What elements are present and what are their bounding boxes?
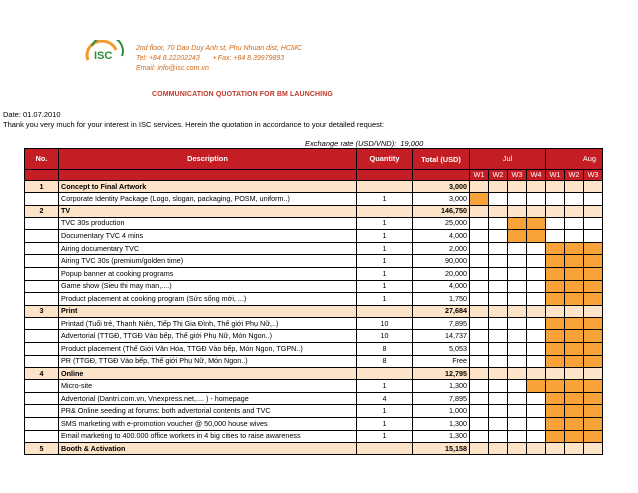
schedule-cell	[584, 368, 603, 380]
row-number	[25, 405, 59, 418]
week-spacer	[357, 170, 413, 181]
row-total: 20,000	[413, 267, 470, 280]
schedule-cell-active	[584, 255, 603, 268]
row-number: 4	[25, 368, 59, 380]
schedule-cell	[584, 193, 603, 206]
row-quantity: 4	[357, 392, 413, 405]
schedule-cell	[489, 380, 508, 393]
schedule-cell	[546, 193, 565, 206]
schedule-cell	[565, 443, 584, 455]
table-row	[25, 317, 603, 330]
schedule-cell	[527, 430, 546, 443]
row-number: 3	[25, 305, 59, 317]
schedule-cell	[489, 305, 508, 317]
col-total: Total (USD)	[413, 149, 470, 170]
row-number	[25, 193, 59, 206]
row-description: Airing TVC 30s (premium/golden time)	[59, 255, 357, 268]
row-total: 1,300	[413, 430, 470, 443]
row-description: Advertorial (Dantri.com.vn, Vnexpress.net,.... ) - homepage	[59, 392, 357, 405]
row-total: 5,053	[413, 342, 470, 355]
row-description: PR& Online seeding at forums: both advertorial contents and TVC	[59, 405, 357, 418]
schedule-cell	[470, 267, 489, 280]
schedule-cell-active	[565, 255, 584, 268]
schedule-cell	[546, 230, 565, 243]
schedule-cell	[565, 305, 584, 317]
week-label: W2	[489, 170, 508, 181]
row-description: Airing documentary TVC	[59, 242, 357, 255]
schedule-cell-active	[546, 430, 565, 443]
schedule-cell	[489, 342, 508, 355]
row-quantity: 1	[357, 242, 413, 255]
week-label: W4	[527, 170, 546, 181]
row-total: 15,158	[413, 443, 470, 455]
col-no: No.	[25, 149, 59, 170]
week-spacer	[59, 170, 357, 181]
schedule-cell	[565, 230, 584, 243]
category-row	[25, 181, 603, 193]
row-number	[25, 317, 59, 330]
row-quantity: 1	[357, 255, 413, 268]
row-description: TVC 30s production	[59, 217, 357, 230]
row-description: SMS marketing with e-promotion voucher @ 50,000 house wives	[59, 417, 357, 430]
schedule-cell	[470, 405, 489, 418]
document-intro: Thank you very much for your interest in ISC services. Herein the quotation in accordance to your detailed request:	[3, 120, 385, 129]
schedule-cell	[489, 405, 508, 418]
schedule-cell-active	[527, 230, 546, 243]
row-description: Printad (Tuổi trẻ, Thanh Niên, Tiếp Thị Gia Đình, Thế giới Phụ Nữ,..)	[59, 317, 357, 330]
schedule-cell	[527, 355, 546, 368]
row-quantity: 1	[357, 267, 413, 280]
schedule-cell-active	[584, 267, 603, 280]
week-label: W1	[470, 170, 489, 181]
row-description: Print	[59, 305, 357, 317]
schedule-cell	[584, 217, 603, 230]
schedule-cell-active	[546, 267, 565, 280]
schedule-cell	[508, 280, 527, 293]
schedule-cell-active	[546, 392, 565, 405]
schedule-cell-active	[546, 380, 565, 393]
schedule-cell	[527, 205, 546, 217]
schedule-cell-active	[546, 280, 565, 293]
schedule-cell	[527, 181, 546, 193]
schedule-cell	[584, 443, 603, 455]
schedule-cell	[508, 305, 527, 317]
schedule-cell	[470, 280, 489, 293]
schedule-cell	[508, 181, 527, 193]
schedule-cell	[489, 330, 508, 343]
col-description: Description	[59, 149, 357, 170]
category-row	[25, 305, 603, 317]
schedule-cell	[508, 205, 527, 217]
schedule-cell	[508, 255, 527, 268]
schedule-cell	[489, 217, 508, 230]
table-row	[25, 217, 603, 230]
schedule-cell	[527, 443, 546, 455]
schedule-cell	[489, 255, 508, 268]
table-row	[25, 242, 603, 255]
schedule-cell	[489, 205, 508, 217]
schedule-cell-active	[527, 380, 546, 393]
schedule-cell-active	[584, 317, 603, 330]
table-row	[25, 230, 603, 243]
row-number	[25, 217, 59, 230]
schedule-cell-active	[584, 405, 603, 418]
schedule-cell	[508, 417, 527, 430]
schedule-cell	[470, 293, 489, 306]
schedule-cell	[565, 217, 584, 230]
schedule-cell	[565, 205, 584, 217]
schedule-cell	[489, 230, 508, 243]
schedule-cell-active	[584, 392, 603, 405]
schedule-cell	[527, 242, 546, 255]
category-row	[25, 205, 603, 217]
schedule-cell	[584, 305, 603, 317]
schedule-cell	[527, 293, 546, 306]
schedule-cell-active	[565, 392, 584, 405]
logo-text: ISC	[94, 50, 113, 62]
schedule-cell	[527, 368, 546, 380]
schedule-cell	[508, 355, 527, 368]
schedule-cell-active	[565, 317, 584, 330]
schedule-cell	[508, 267, 527, 280]
schedule-cell	[489, 181, 508, 193]
schedule-cell-active	[508, 217, 527, 230]
schedule-cell	[470, 317, 489, 330]
row-description: Product placement (Thế Giới Văn Hóa, TTGĐ Vào bếp, Món Ngon, TGPN..)	[59, 342, 357, 355]
row-total: Free	[413, 355, 470, 368]
row-quantity	[357, 305, 413, 317]
exchange-rate	[305, 139, 427, 148]
row-quantity	[357, 368, 413, 380]
schedule-cell	[470, 430, 489, 443]
schedule-cell	[489, 280, 508, 293]
table-row	[25, 417, 603, 430]
row-quantity	[357, 443, 413, 455]
row-quantity: 1	[357, 217, 413, 230]
row-total: 1,750	[413, 293, 470, 306]
row-number	[25, 417, 59, 430]
row-description: Corporate Identity Package (Logo, slogan, packaging, POSM, uniform..)	[59, 193, 357, 206]
schedule-cell	[470, 368, 489, 380]
schedule-cell-active	[565, 280, 584, 293]
row-total: 7,895	[413, 392, 470, 405]
schedule-cell	[489, 355, 508, 368]
schedule-cell-active	[565, 405, 584, 418]
row-quantity: 8	[357, 355, 413, 368]
row-quantity: 1	[357, 193, 413, 206]
row-total: 3,000	[413, 193, 470, 206]
schedule-cell	[584, 205, 603, 217]
schedule-cell-active	[565, 355, 584, 368]
schedule-cell-active	[527, 217, 546, 230]
schedule-cell	[489, 430, 508, 443]
row-quantity: 8	[357, 342, 413, 355]
schedule-cell	[470, 380, 489, 393]
week-label: W3	[584, 170, 603, 181]
schedule-cell	[508, 242, 527, 255]
schedule-cell	[508, 368, 527, 380]
table-body	[25, 181, 603, 455]
row-quantity: 1	[357, 430, 413, 443]
row-quantity: 1	[357, 417, 413, 430]
row-total: 1,300	[413, 380, 470, 393]
row-quantity: 1	[357, 380, 413, 393]
row-number	[25, 430, 59, 443]
week-spacer	[413, 170, 470, 181]
schedule-cell	[508, 380, 527, 393]
row-quantity	[357, 181, 413, 193]
table-week-row	[25, 170, 603, 181]
exchange-rate-label: Exchange rate (USD/VND):	[305, 139, 397, 148]
schedule-cell	[489, 242, 508, 255]
row-quantity: 1	[357, 293, 413, 306]
table-row	[25, 342, 603, 355]
row-number	[25, 255, 59, 268]
week-spacer	[25, 170, 59, 181]
row-total: 4,000	[413, 280, 470, 293]
schedule-cell	[508, 193, 527, 206]
schedule-cell	[527, 317, 546, 330]
schedule-cell	[470, 443, 489, 455]
schedule-cell	[527, 392, 546, 405]
schedule-cell	[470, 181, 489, 193]
company-address: 2nd floor, 70 Dao Duy Anh st, Phu Nhuan dist, HCMC	[136, 45, 302, 52]
schedule-cell-active	[565, 293, 584, 306]
schedule-cell-active	[584, 293, 603, 306]
schedule-cell-active	[546, 293, 565, 306]
row-description: TV	[59, 205, 357, 217]
schedule-cell-active	[584, 380, 603, 393]
schedule-cell	[527, 267, 546, 280]
schedule-cell	[508, 443, 527, 455]
schedule-cell	[508, 317, 527, 330]
schedule-cell	[489, 368, 508, 380]
schedule-cell	[527, 417, 546, 430]
schedule-cell	[546, 305, 565, 317]
row-number	[25, 392, 59, 405]
row-total: 14,737	[413, 330, 470, 343]
row-total: 90,000	[413, 255, 470, 268]
row-quantity: 1	[357, 230, 413, 243]
row-number	[25, 330, 59, 343]
col-month-jul: Jul	[470, 149, 546, 170]
table-row	[25, 392, 603, 405]
schedule-cell-active	[546, 255, 565, 268]
schedule-cell	[489, 443, 508, 455]
schedule-cell-active	[565, 430, 584, 443]
schedule-cell-active	[546, 330, 565, 343]
row-description: Advertorial (TTGĐ, TTGĐ Vào bếp, Thế giới Phụ Nữ, Món Ngon..)	[59, 330, 357, 343]
schedule-cell-active	[565, 417, 584, 430]
schedule-cell	[508, 293, 527, 306]
row-description: PR (TTGĐ, TTGĐ Vào bếp, Thế giới Phụ Nữ, Món Ngon..)	[59, 355, 357, 368]
schedule-cell-active	[565, 267, 584, 280]
schedule-cell	[527, 280, 546, 293]
row-total: 1,300	[413, 417, 470, 430]
schedule-cell	[565, 181, 584, 193]
quotation-table	[24, 148, 603, 455]
document-title: COMMUNICATION QUOTATION FOR BM LAUNCHING	[152, 91, 333, 98]
schedule-cell	[508, 392, 527, 405]
table-row	[25, 293, 603, 306]
row-total: 27,684	[413, 305, 470, 317]
schedule-cell	[546, 217, 565, 230]
schedule-cell	[489, 317, 508, 330]
row-number	[25, 280, 59, 293]
row-quantity: 10	[357, 330, 413, 343]
table-header-row	[25, 149, 603, 170]
row-description: Online	[59, 368, 357, 380]
row-quantity: 1	[357, 280, 413, 293]
schedule-cell	[546, 368, 565, 380]
table-row	[25, 255, 603, 268]
row-total: 1,000	[413, 405, 470, 418]
schedule-cell-active	[546, 242, 565, 255]
schedule-cell	[489, 392, 508, 405]
schedule-cell	[470, 255, 489, 268]
row-total: 25,000	[413, 217, 470, 230]
company-fax: • Fax: +84 8.39979893	[213, 55, 285, 62]
schedule-cell	[470, 330, 489, 343]
week-label: W2	[565, 170, 584, 181]
col-month-aug: Aug	[546, 149, 603, 170]
row-quantity: 1	[357, 405, 413, 418]
schedule-cell	[470, 217, 489, 230]
schedule-cell-active	[584, 330, 603, 343]
week-label: W3	[508, 170, 527, 181]
table-row	[25, 330, 603, 343]
schedule-cell	[470, 392, 489, 405]
schedule-cell	[470, 355, 489, 368]
schedule-cell	[584, 230, 603, 243]
schedule-cell-active	[546, 405, 565, 418]
schedule-cell	[489, 293, 508, 306]
row-description: Documentary TVC 4 mins	[59, 230, 357, 243]
schedule-cell	[470, 242, 489, 255]
company-email: Email: info@isc.com.vn	[136, 65, 209, 72]
schedule-cell	[546, 205, 565, 217]
row-description: Product placement at cooking program (Sức sống mới, ...)	[59, 293, 357, 306]
schedule-cell-active	[565, 342, 584, 355]
week-label: W1	[546, 170, 565, 181]
row-number	[25, 355, 59, 368]
schedule-cell	[527, 330, 546, 343]
schedule-cell-active	[546, 417, 565, 430]
row-quantity: 10	[357, 317, 413, 330]
row-total: 4,000	[413, 230, 470, 243]
row-number	[25, 267, 59, 280]
schedule-cell	[546, 181, 565, 193]
schedule-cell	[470, 230, 489, 243]
schedule-cell-active	[565, 242, 584, 255]
category-row	[25, 443, 603, 455]
table-row	[25, 355, 603, 368]
schedule-cell	[584, 181, 603, 193]
table-row	[25, 193, 603, 206]
table-row	[25, 405, 603, 418]
schedule-cell-active	[546, 317, 565, 330]
company-contact	[136, 54, 302, 64]
table-row	[25, 280, 603, 293]
row-number	[25, 242, 59, 255]
schedule-cell	[489, 267, 508, 280]
schedule-cell-active	[546, 342, 565, 355]
table-row	[25, 380, 603, 393]
schedule-cell	[546, 443, 565, 455]
schedule-cell	[527, 405, 546, 418]
row-number	[25, 293, 59, 306]
schedule-cell-active	[565, 330, 584, 343]
company-info	[136, 44, 302, 74]
row-number	[25, 342, 59, 355]
row-number: 5	[25, 443, 59, 455]
company-tel: Tel: +84 8.22202243	[136, 55, 200, 62]
schedule-cell	[489, 417, 508, 430]
schedule-cell	[527, 305, 546, 317]
schedule-cell	[565, 193, 584, 206]
schedule-cell	[470, 205, 489, 217]
schedule-cell-active	[584, 417, 603, 430]
exchange-rate-value: 19,000	[400, 139, 424, 148]
schedule-cell	[527, 255, 546, 268]
schedule-cell-active	[546, 355, 565, 368]
schedule-cell	[489, 193, 508, 206]
row-total: 12,795	[413, 368, 470, 380]
row-quantity	[357, 205, 413, 217]
row-total: 3,000	[413, 181, 470, 193]
schedule-cell-active	[565, 380, 584, 393]
row-number: 1	[25, 181, 59, 193]
schedule-cell	[508, 405, 527, 418]
isc-logo	[82, 40, 132, 66]
schedule-cell-active	[584, 342, 603, 355]
table-row	[25, 430, 603, 443]
schedule-cell	[508, 330, 527, 343]
schedule-cell	[470, 342, 489, 355]
row-description: Concept to Final Artwork	[59, 181, 357, 193]
row-number	[25, 380, 59, 393]
row-total: 7,895	[413, 317, 470, 330]
schedule-cell-active	[584, 355, 603, 368]
schedule-cell-active	[584, 280, 603, 293]
schedule-cell-active	[584, 430, 603, 443]
schedule-cell	[470, 417, 489, 430]
row-total: 146,750	[413, 205, 470, 217]
row-description: Popup banner at cooking programs	[59, 267, 357, 280]
row-number: 2	[25, 205, 59, 217]
col-quantity: Quantity	[357, 149, 413, 170]
table-row	[25, 267, 603, 280]
row-total: 2,000	[413, 242, 470, 255]
document-date: Date: 01.07.2010	[3, 110, 61, 119]
schedule-cell	[508, 342, 527, 355]
row-description: Email marketing to 400.000 office workers in 4 big cities to raise awareness	[59, 430, 357, 443]
row-description: Micro-site	[59, 380, 357, 393]
schedule-cell-active	[584, 242, 603, 255]
schedule-cell	[565, 368, 584, 380]
row-description: Booth & Activation	[59, 443, 357, 455]
schedule-cell	[527, 342, 546, 355]
row-description: Game show (Sieu thi may man,....)	[59, 280, 357, 293]
schedule-cell-active	[508, 230, 527, 243]
schedule-cell	[470, 305, 489, 317]
schedule-cell	[527, 193, 546, 206]
schedule-cell	[508, 430, 527, 443]
row-number	[25, 230, 59, 243]
category-row	[25, 368, 603, 380]
schedule-cell-active	[470, 193, 489, 206]
